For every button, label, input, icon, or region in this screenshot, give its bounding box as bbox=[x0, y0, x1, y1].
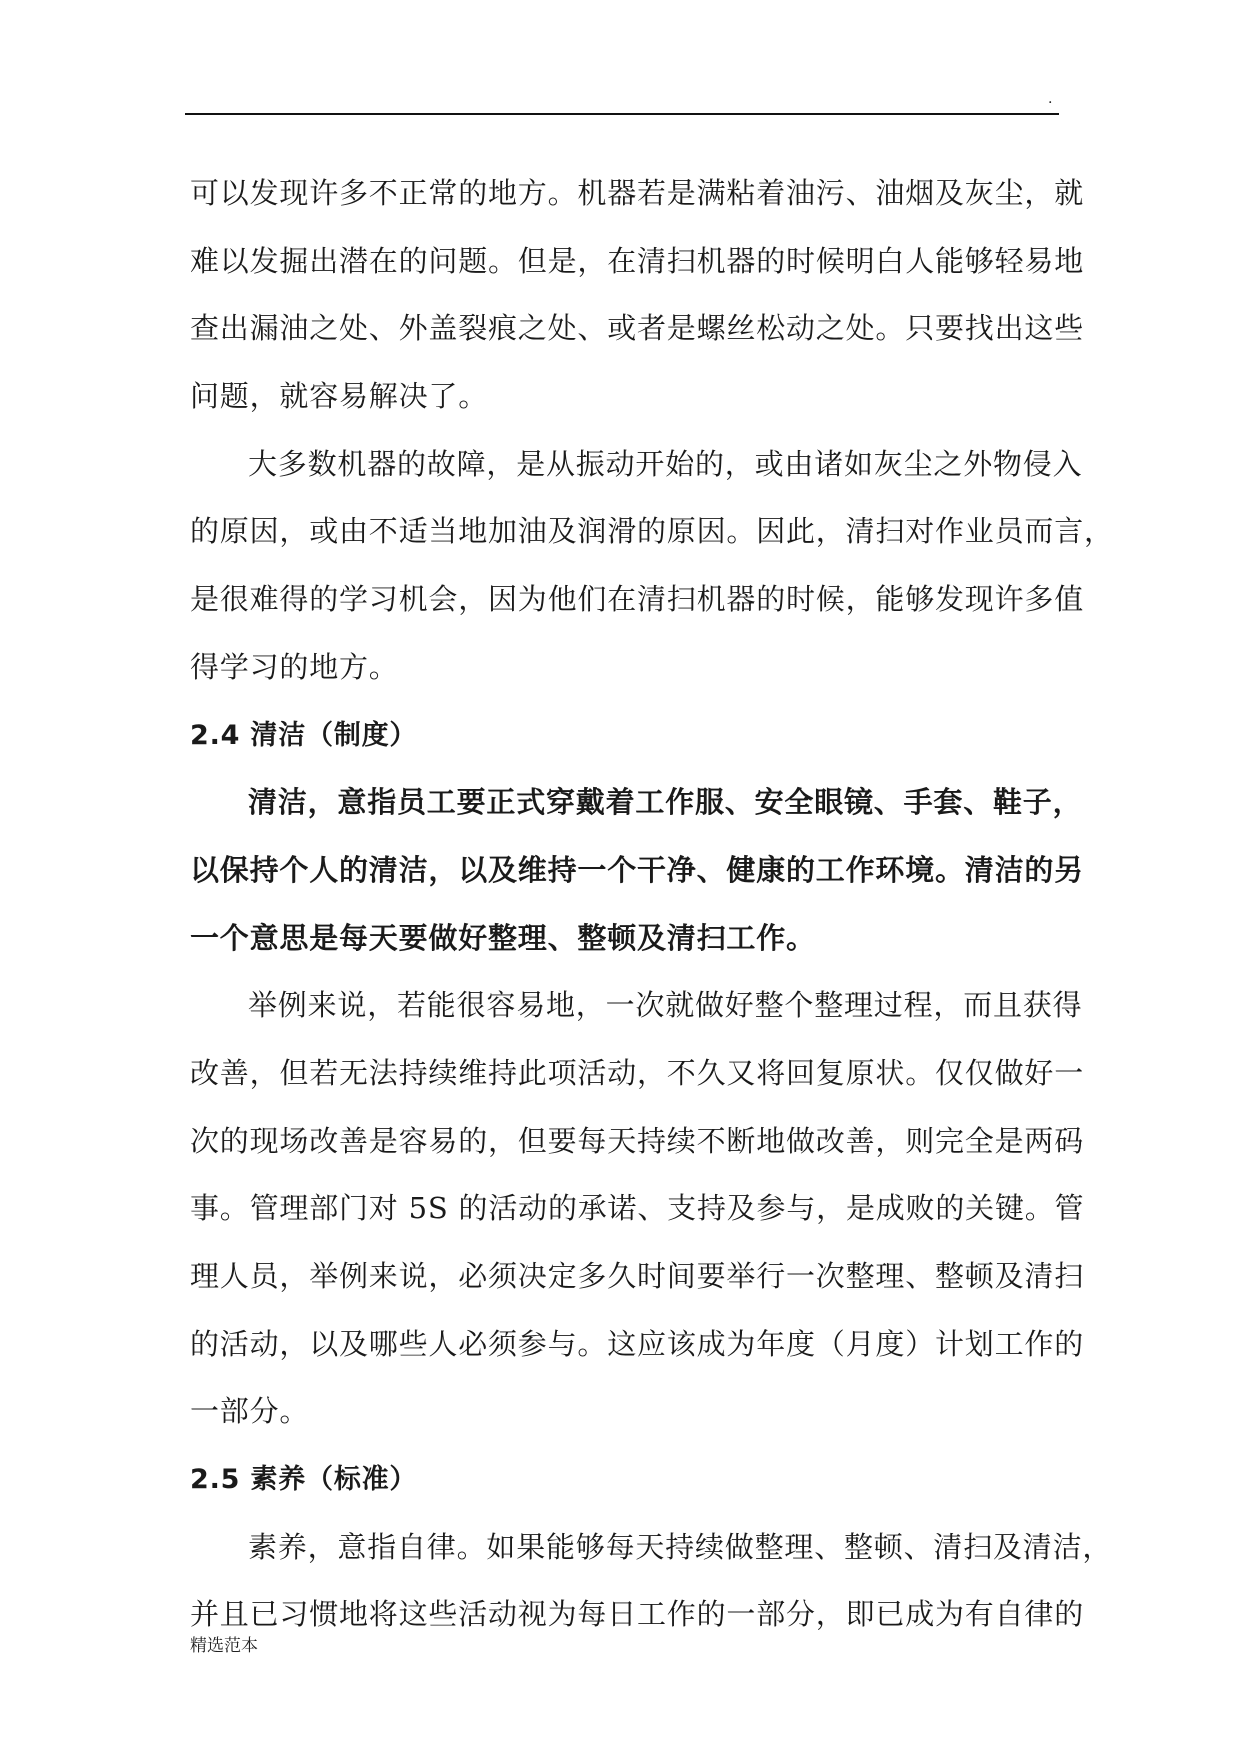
header-mark: . bbox=[1048, 91, 1053, 107]
text-line: 大多数机器的故障，是从振动开始的，或由诸如灰尘之外物侵入 bbox=[248, 446, 1083, 481]
text-line: 得学习的地方。 bbox=[190, 649, 399, 684]
text-line: 问题，就容易解决了。 bbox=[190, 379, 489, 414]
text-line: 以保持个人的清洁，以及维持一个干净、健康的工作环境。清洁的另 bbox=[190, 852, 1085, 887]
text-line: 是很难得的学习机会，因为他们在清扫机器的时候，能够发现许多值 bbox=[190, 582, 1085, 617]
section-heading: 2.5 素养（标准） bbox=[190, 1464, 418, 1496]
text-line: 并且已习惯地将这些活动视为每日工作的一部分，即已成为有自律的 bbox=[190, 1597, 1085, 1632]
section-heading: 2.4 清洁（制度） bbox=[190, 719, 418, 751]
text-line: 清洁，意指员工要正式穿戴着工作服、安全眼镜、手套、鞋子， bbox=[248, 785, 1083, 820]
text-line: 事。管理部门对 5S 的活动的承诺、支持及参与，是成败的关键。管 bbox=[190, 1191, 1085, 1226]
text-line: 理人员，举例来说，必须决定多久时间要举行一次整理、整顿及清扫 bbox=[190, 1259, 1085, 1293]
footer-text: 精选范本 bbox=[190, 1636, 258, 1656]
text-line: 改善，但若无法持续维持此项活动，不久又将回复原状。仅仅做好一 bbox=[190, 1055, 1085, 1090]
text-line: 可以发现许多不正常的地方。机器若是满粘着油污、油烟及灰尘，就 bbox=[190, 176, 1085, 210]
document-body bbox=[190, 160, 1114, 1649]
text-line: 的活动，以及哪些人必须参与。这应该成为年度（月度）计划工作的 bbox=[190, 1326, 1085, 1361]
header-rule bbox=[185, 113, 1059, 115]
text-line: 一部分。 bbox=[190, 1394, 310, 1429]
text-line: 难以发掘出潜在的问题。但是，在清扫机器的时候明白人能够轻易地 bbox=[190, 243, 1085, 278]
text-line: 次的现场改善是容易的，但要每天持续不断地做改善，则完全是两码 bbox=[190, 1123, 1085, 1158]
text-line: 一个意思是每天要做好整理、整顿及清扫工作。 bbox=[190, 920, 816, 955]
text-line: 的原因，或由不适当地加油及润滑的原因。因此，清扫对作业员而言， bbox=[190, 514, 1114, 549]
text-line: 举例来说，若能很容易地，一次就做好整个整理过程，而且获得 bbox=[248, 988, 1083, 1023]
text-line: 查出漏油之处、外盖裂痕之处、或者是螺丝松动之处。只要找出这些 bbox=[190, 311, 1085, 346]
text-line: 素养，意指自律。如果能够每天持续做整理、整顿、清扫及清洁， bbox=[248, 1529, 1113, 1564]
